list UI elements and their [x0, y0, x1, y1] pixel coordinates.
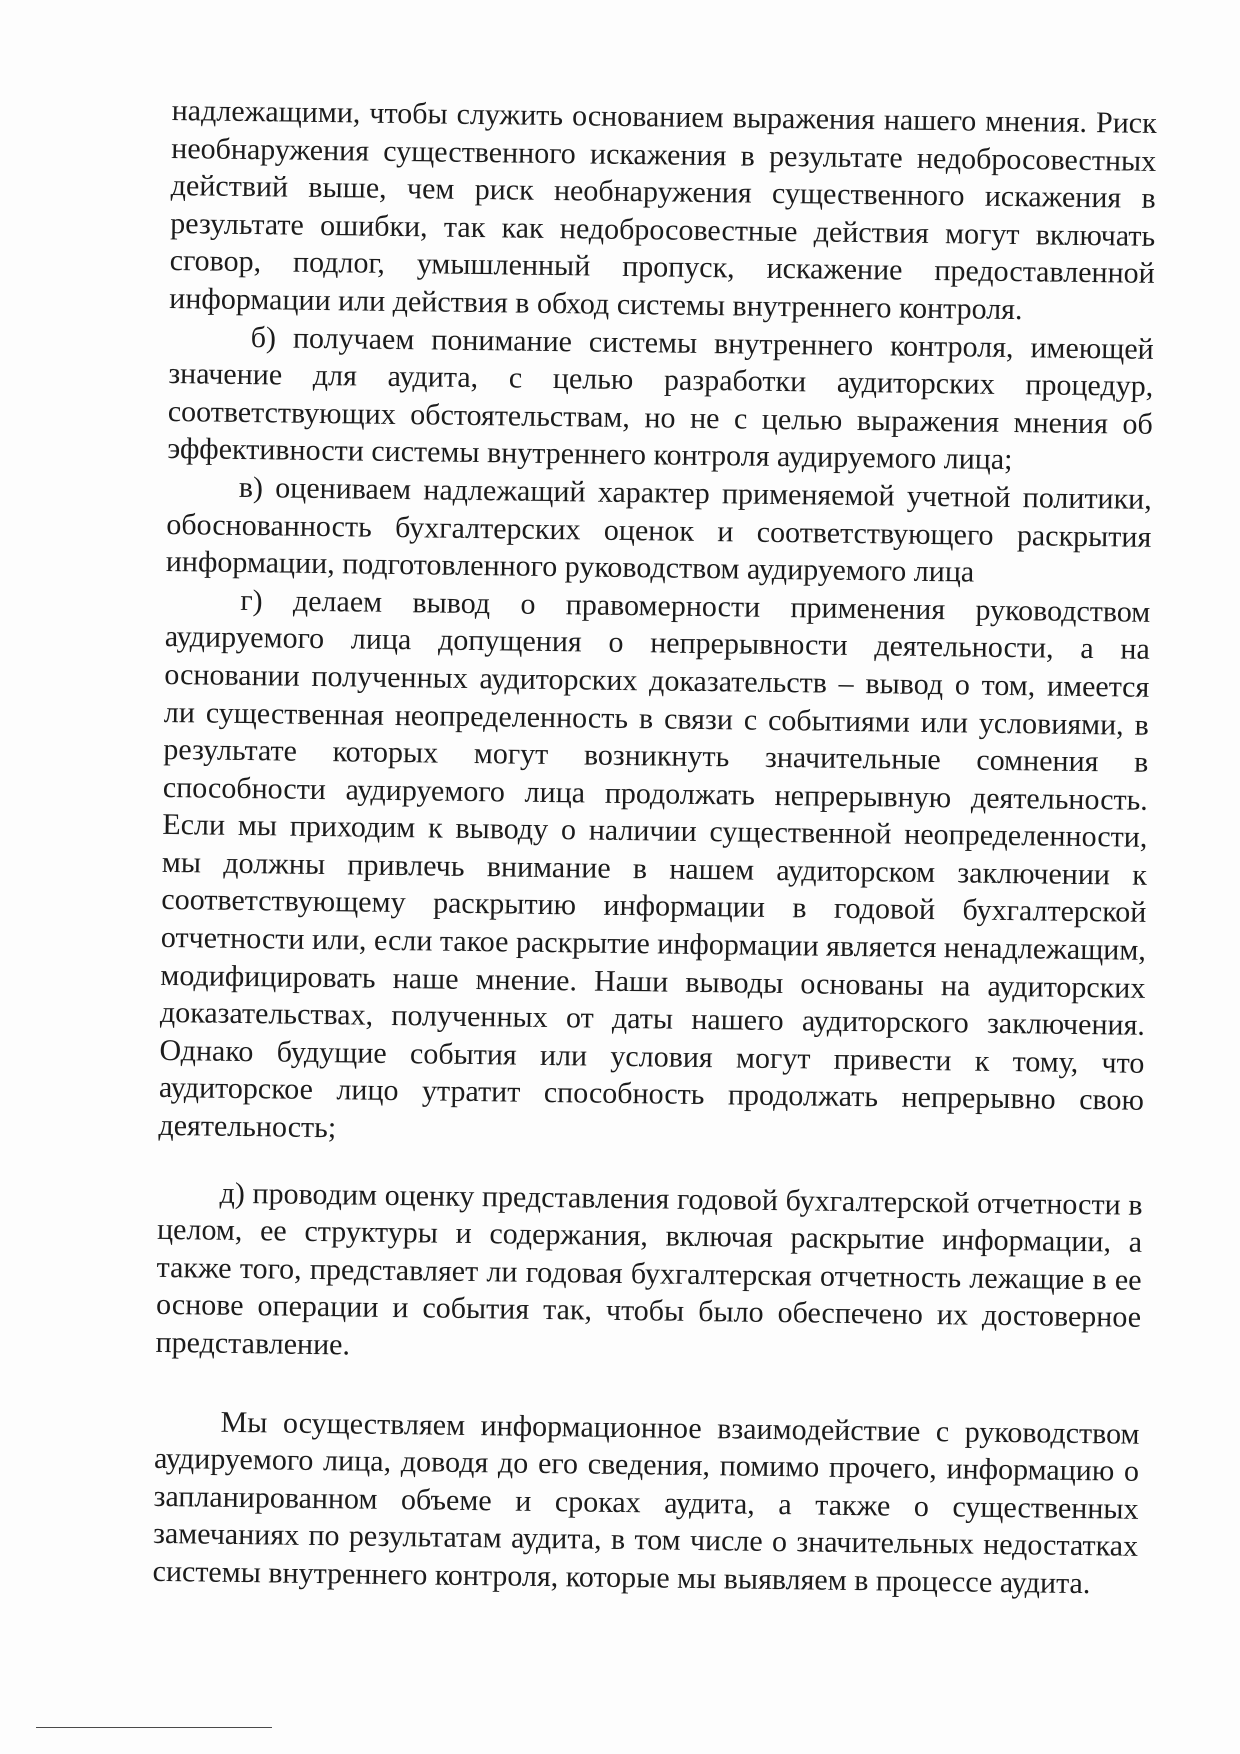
- paragraph-communication: Мы осуществляем информационное взаимодействие с руководством аудируемого лица, доводя до его сведения, помимо прочего, информацию о запланированном объеме и сроках аудита, а также о существенных замечаниях по результатам аудита, в том числе о значительных недостатках системы внутреннего контроля, которые мы выявляем в процессе аудита.: [152, 1405, 1140, 1601]
- paragraph-item-g: г) делаем вывод о правомерности применения руководством аудируемого лица допущения о непрерывности деятельности, а на основании полученных аудиторских доказательств – вывод о том, имеется ли существенная неопределенность в связи с событиями или условиями, в результате которых могут возникнуть значительные сомнения в способности аудируемого лица продолжать непрерывную деятельность. Если мы приходим к выводу о наличии существенной неопределенности, мы должны привлечь внимание в нашем аудиторском заключении к соответствующему раскрытию информации в годовой бухгалтерской отчетности или, если такое раскрытие информации является ненадлежащим, модифицировать наше мнение. Наши выводы основаны на аудиторских доказательствах, полученных от даты нашего аудиторского заключения. Однако будущие события или условия могут привести к тому, что аудиторское лицо утратит способность продолжать непрерывно свою деятельность;: [158, 583, 1151, 1145]
- document-body: [152, 92, 1157, 1603]
- paragraph-item-b: б) получаем понимание системы внутреннего контроля, имеющей значение для аудита, с целью разработки аудиторских процедур, соответствующих обстоятельствам, но не с целью выражения мнения об эффективности системы внутреннего контроля аудируемого лица;: [167, 320, 1154, 477]
- paragraph-item-d: д) проводим оценку представления годовой бухгалтерской отчетности в целом, ее структуры и содержания, включая раскрытие информации, а также того, представляет ли годовая бухгалтерская отчетность лежащие в ее основе операции и события так, чтобы было обеспечено их достоверное представление.: [155, 1176, 1143, 1362]
- footnote-divider: [36, 1727, 272, 1728]
- paragraph-risk-continuation: надлежащими, чтобы служить основанием выражения нашего мнения. Риск необнаружения существенного искажения в результате недобросовестных действий выше, чем риск необнаружения существенного искажения в результате ошибки, так как недобросовестные действия могут включать сговор, подлог, умышленный пропуск, искажение предоставленной информации или действия в обход системы внутреннего контроля.: [169, 93, 1157, 327]
- paragraph-item-v: в) оцениваем надлежащий характер применяемой учетной политики, обоснованность бухгалтерских оценок и соответствующего раскрытия информации, подготовленного руководством аудируемого лица: [165, 470, 1152, 589]
